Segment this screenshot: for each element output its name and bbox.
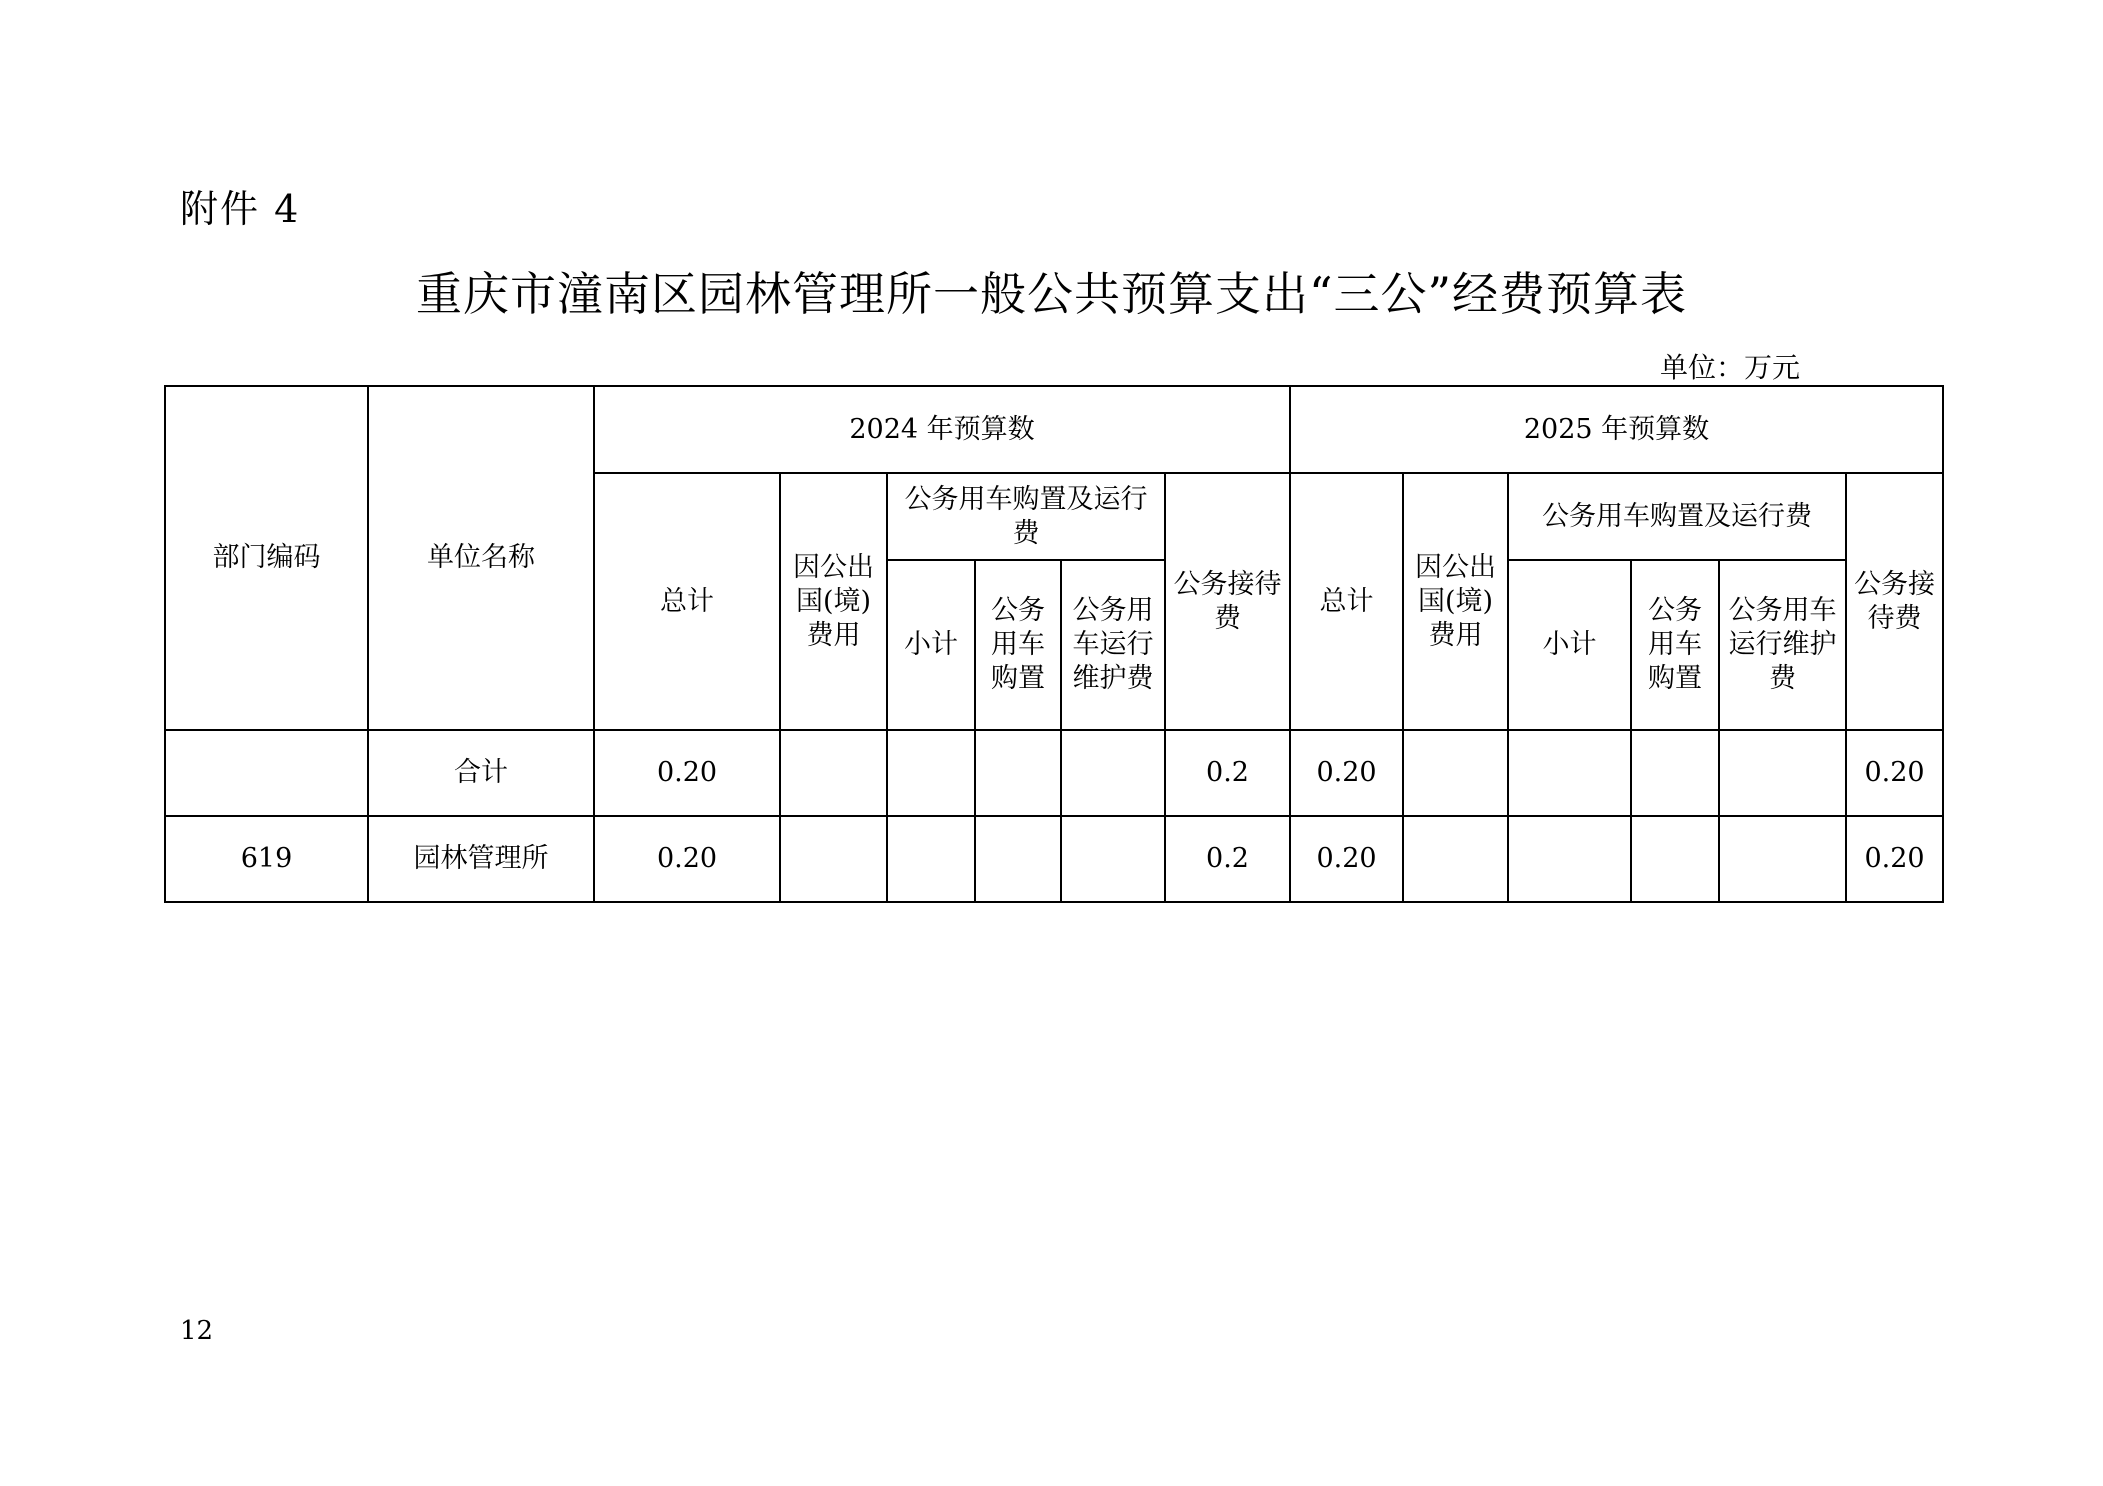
cell-dept-code: 619 (165, 816, 368, 902)
cell-operation-2025 (1719, 730, 1846, 816)
cell-total-2024: 0.20 (594, 816, 780, 902)
header-subtotal-2024: 小计 (887, 560, 975, 730)
header-total-2024: 总计 (594, 473, 780, 730)
cell-purchase-2025 (1631, 730, 1719, 816)
header-abroad-2025: 因公出国(境)费用 (1403, 473, 1508, 730)
cell-reception-2025: 0.20 (1846, 730, 1943, 816)
table-row (165, 816, 1943, 902)
page-title: 重庆市潼南区园林管理所一般公共预算支出“三公”经费预算表 (415, 267, 1688, 321)
cell-purchase-2024 (975, 816, 1061, 902)
header-dept-code: 部门编码 (165, 386, 368, 730)
cell-dept-code (165, 730, 368, 816)
header-vehicle-operation-2024: 公务用车运行维护费 (1061, 560, 1165, 730)
cell-reception-2024: 0.2 (1165, 816, 1290, 902)
header-reception-2025: 公务接待费 (1846, 473, 1943, 730)
header-subtotal-2025: 小计 (1508, 560, 1631, 730)
cell-total-2025: 0.20 (1290, 816, 1403, 902)
cell-reception-2025: 0.20 (1846, 816, 1943, 902)
attachment-label: 附件 4 (180, 187, 301, 231)
cell-subtotal-2024 (887, 816, 975, 902)
cell-total-2025: 0.20 (1290, 730, 1403, 816)
header-row-1 (165, 386, 1943, 473)
table-row (165, 730, 1943, 816)
header-total-2025: 总计 (1290, 473, 1403, 730)
header-vehicle-operation-2025: 公务用车运行维护费 (1719, 560, 1846, 730)
cell-operation-2025 (1719, 816, 1846, 902)
cell-abroad-2025 (1403, 816, 1508, 902)
cell-operation-2024 (1061, 730, 1165, 816)
header-vehicle-group-2024: 公务用车购置及运行费 (887, 473, 1165, 560)
header-vehicle-group-2025: 公务用车购置及运行费 (1508, 473, 1846, 560)
header-year-2025: 2025 年预算数 (1290, 386, 1943, 473)
cell-abroad-2025 (1403, 730, 1508, 816)
cell-subtotal-2025 (1508, 730, 1631, 816)
cell-subtotal-2025 (1508, 816, 1631, 902)
cell-total-2024: 0.20 (594, 730, 780, 816)
header-reception-2024: 公务接待费 (1165, 473, 1290, 730)
header-vehicle-purchase-2024: 公务用车购置 (975, 560, 1061, 730)
cell-abroad-2024 (780, 816, 887, 902)
unit-label: 单位：万元 (1660, 351, 1801, 384)
cell-unit-name: 合计 (368, 730, 594, 816)
header-abroad-2024: 因公出国(境)费用 (780, 473, 887, 730)
budget-table (164, 385, 1944, 903)
cell-purchase-2024 (975, 730, 1061, 816)
cell-abroad-2024 (780, 730, 887, 816)
cell-unit-name: 园林管理所 (368, 816, 594, 902)
header-vehicle-purchase-2025: 公务用车购置 (1631, 560, 1719, 730)
header-unit-name: 单位名称 (368, 386, 594, 730)
page-number: 12 (180, 1316, 214, 1346)
cell-operation-2024 (1061, 816, 1165, 902)
cell-subtotal-2024 (887, 730, 975, 816)
cell-purchase-2025 (1631, 816, 1719, 902)
cell-reception-2024: 0.2 (1165, 730, 1290, 816)
header-year-2024: 2024 年预算数 (594, 386, 1290, 473)
